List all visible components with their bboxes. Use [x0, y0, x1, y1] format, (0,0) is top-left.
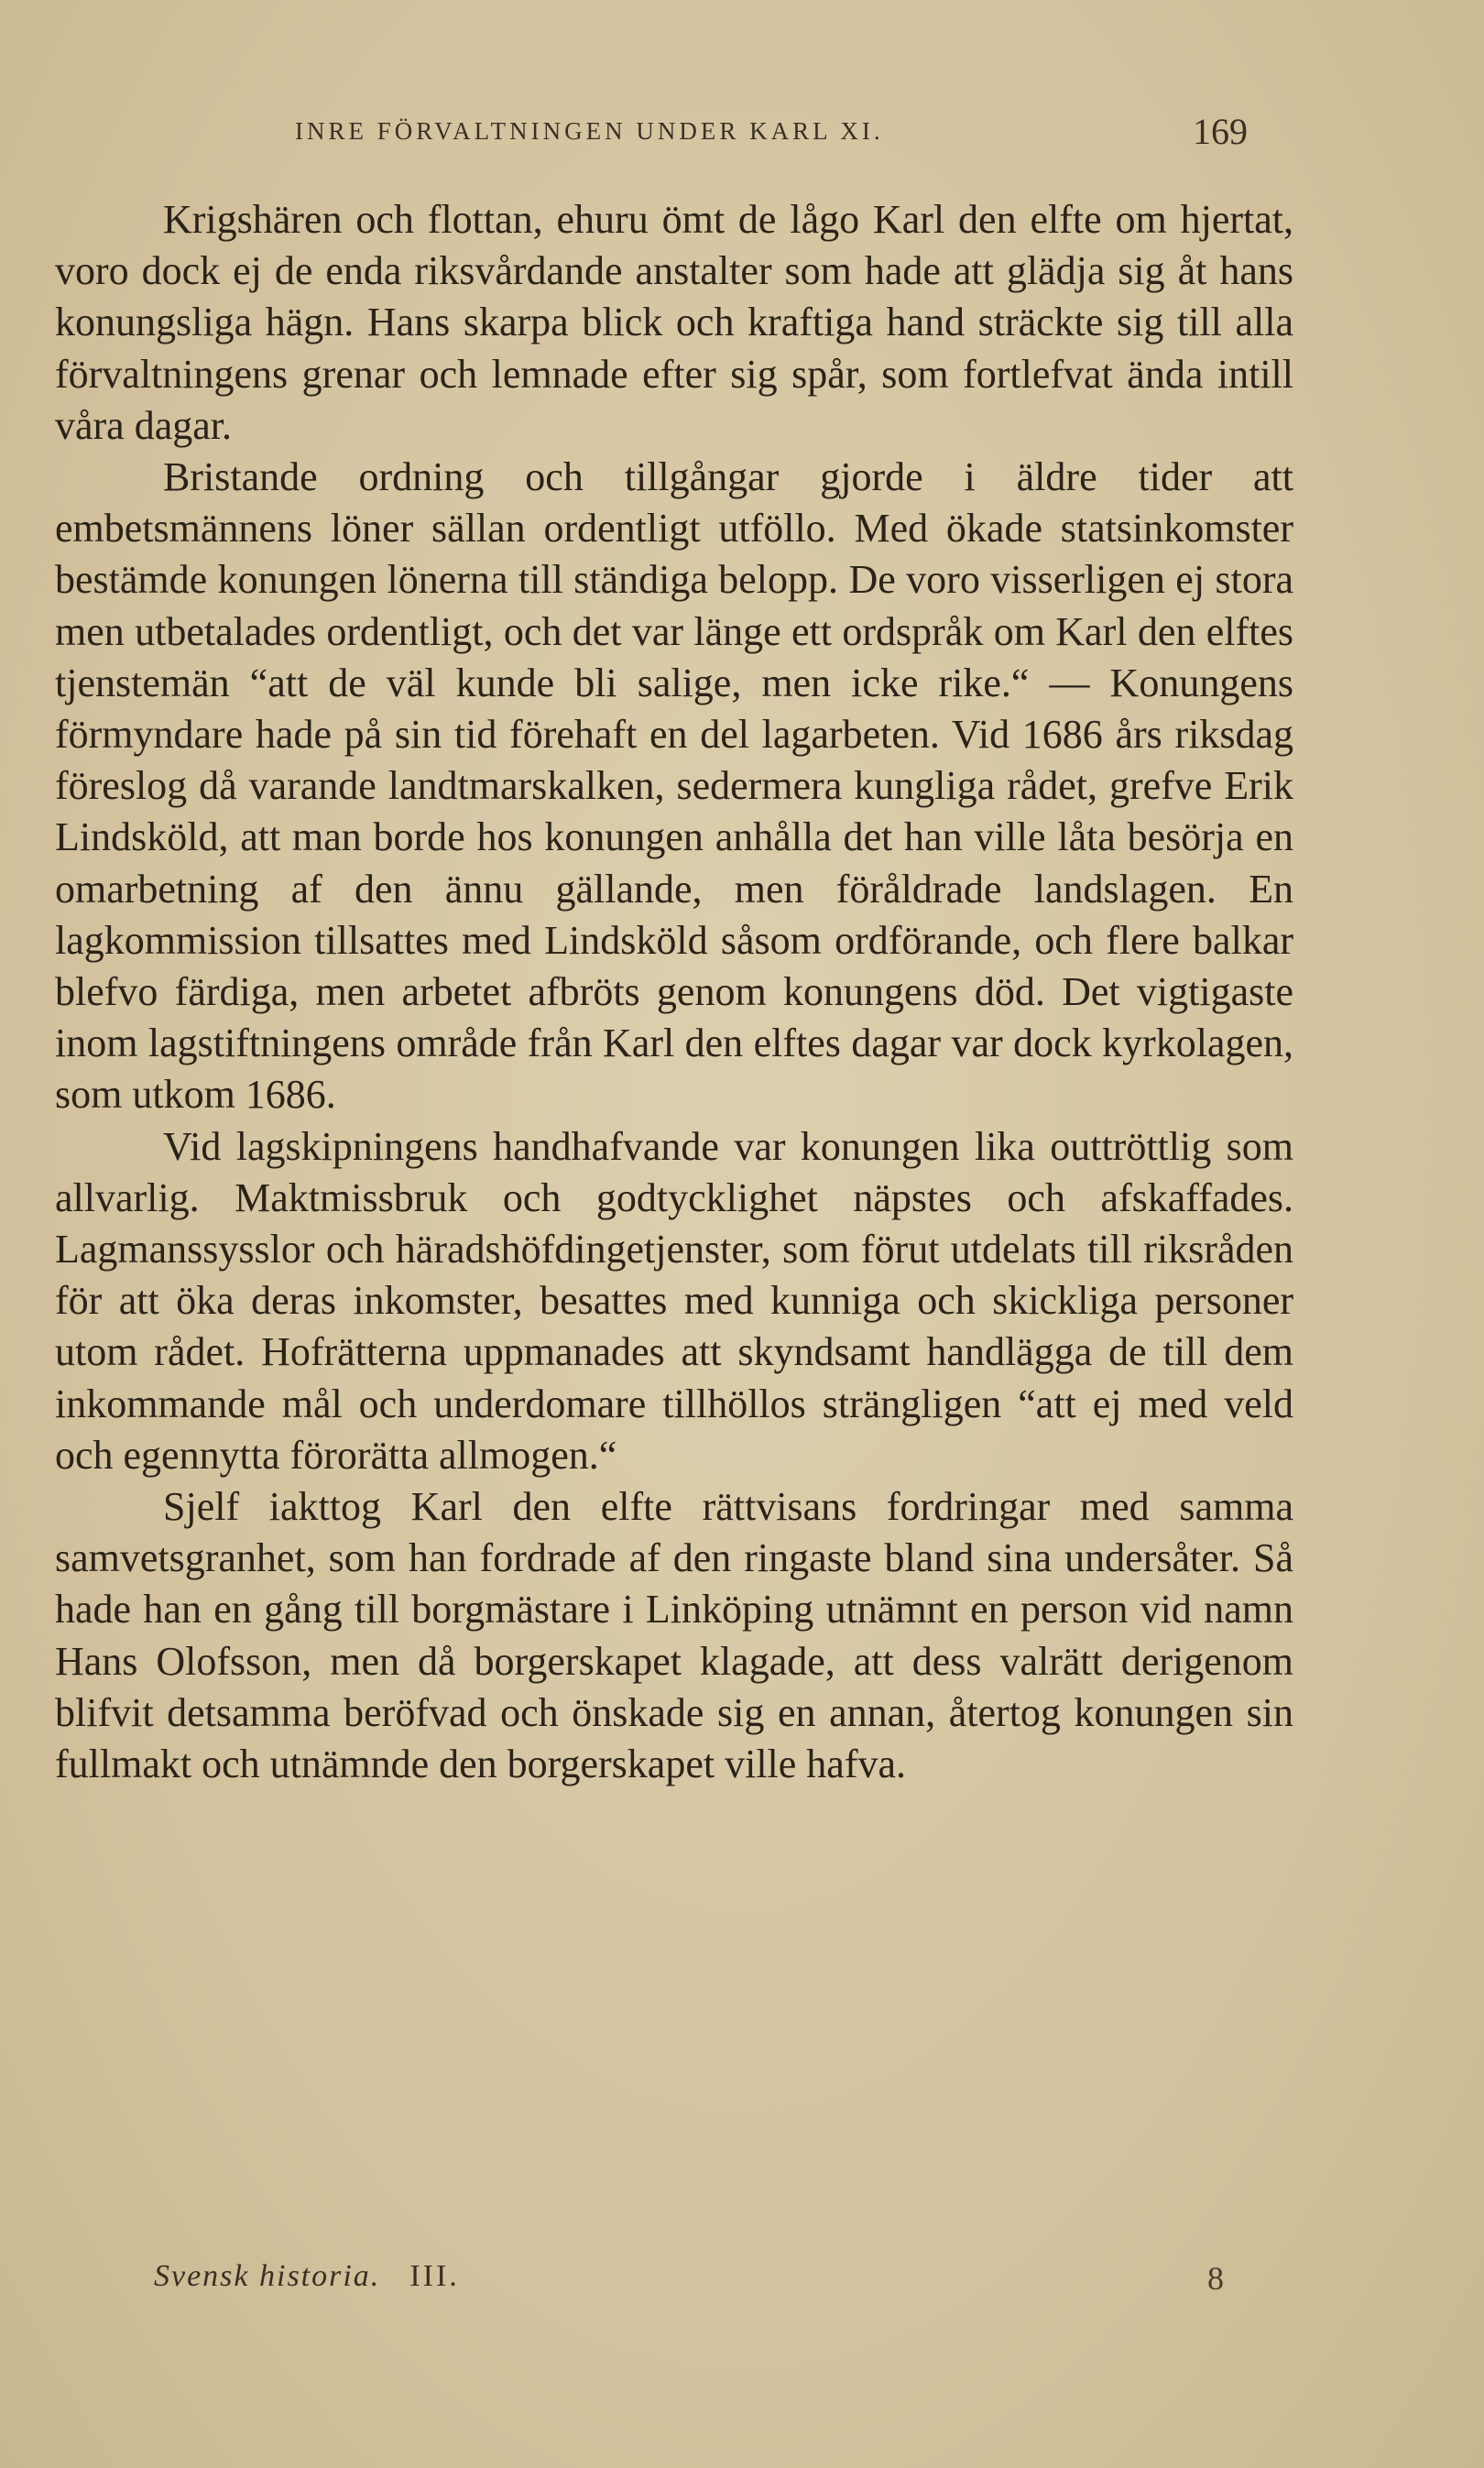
sheet-number: 8: [1207, 2260, 1224, 2297]
paragraph: Bristande ordning och tillgångar gjorde i äldre tider att embetsmännens löner sällan ordentligt utföllo. Med ökade statsinkomster bestämde konungen lönerna till ständiga belopp. De voro visserligen ej stora men utbetalades ordentligt, och det var länge ett ordspråk om Karl den elftes tjenstemän “att de väl kunde bli salige, men icke rike.“ — Konungens förmyndare hade på sin tid förehaft en del lagarbeten. Vid 1686 års riksdag föreslog då varande landtmarskalken, sedermera kungliga rådet, grefve Erik Lindsköld, att man borde hos konungen anhålla det han ville låta besörja en omarbetning af den ännu gällande, men föråldrade landslagen. En lagkommission tillsattes med Lindsköld såsom ordförande, och flere balkar blefvo färdiga, men arbetet afbröts genom konungens död. Det vigtigaste inom lagstiftningens område från Karl den elftes dagar var dock kyrkolagen, som utkom 1686.: [55, 454, 1293, 1118]
signature-mark: [154, 2259, 460, 2294]
paragraph: Krigshären och flottan, ehuru ömt de lågo Karl den elfte om hjertat, voro dock ej de enda riksvårdande anstalter som hade att glädja sig åt hans konungsliga hägn. Hans skarpa blick och kraftiga hand sträckte sig till alla förvaltningens grenar och lemnade efter sig spår, som fortlefvat ända intill våra dagar.: [55, 197, 1293, 448]
page-footer: [154, 2259, 1224, 2305]
running-title: INRE FÖRVALTNINGEN UNDER KARL XI.: [295, 117, 884, 145]
body-text: [55, 194, 1293, 1790]
page-number: 169: [1193, 111, 1248, 152]
paragraph: Sjelf iakttog Karl den elfte rättvisans fordringar med samma samvetsgranhet, som han fordrade af den ringaste bland sina undersåter. Så hade han en gång till borgmästare i Linköping utnämnt en person vid namn Hans Olofsson, men då borgerskapet klagade, att dess valrätt derigenom blifvit detsamma beröfvad och önskade sig en annan, återtog konungen sin fullmakt och utnämnde den borgerskapet ville hafva.: [55, 1484, 1293, 1787]
running-head: [295, 111, 1248, 158]
signature-volume: III.: [409, 2259, 460, 2293]
paragraph: Vid lagskipningens handhafvande var konungen lika outtröttlig som allvarlig. Maktmissbruk och godtycklighet näpstes och afskaffades. Lagmanssysslor och häradshöfdingetjenster, som förut utdelats till riksråden för att öka deras inkomster, besattes med kunniga och skickliga personer utom rådet. Hofrätterna uppmanades att skyndsamt handlägga de till dem inkommande mål och underdomare tillhöllos strängligen “att ej med veld och egennytta förorätta allmogen.“: [55, 1123, 1293, 1478]
signature-title: Svensk historia.: [154, 2259, 381, 2293]
